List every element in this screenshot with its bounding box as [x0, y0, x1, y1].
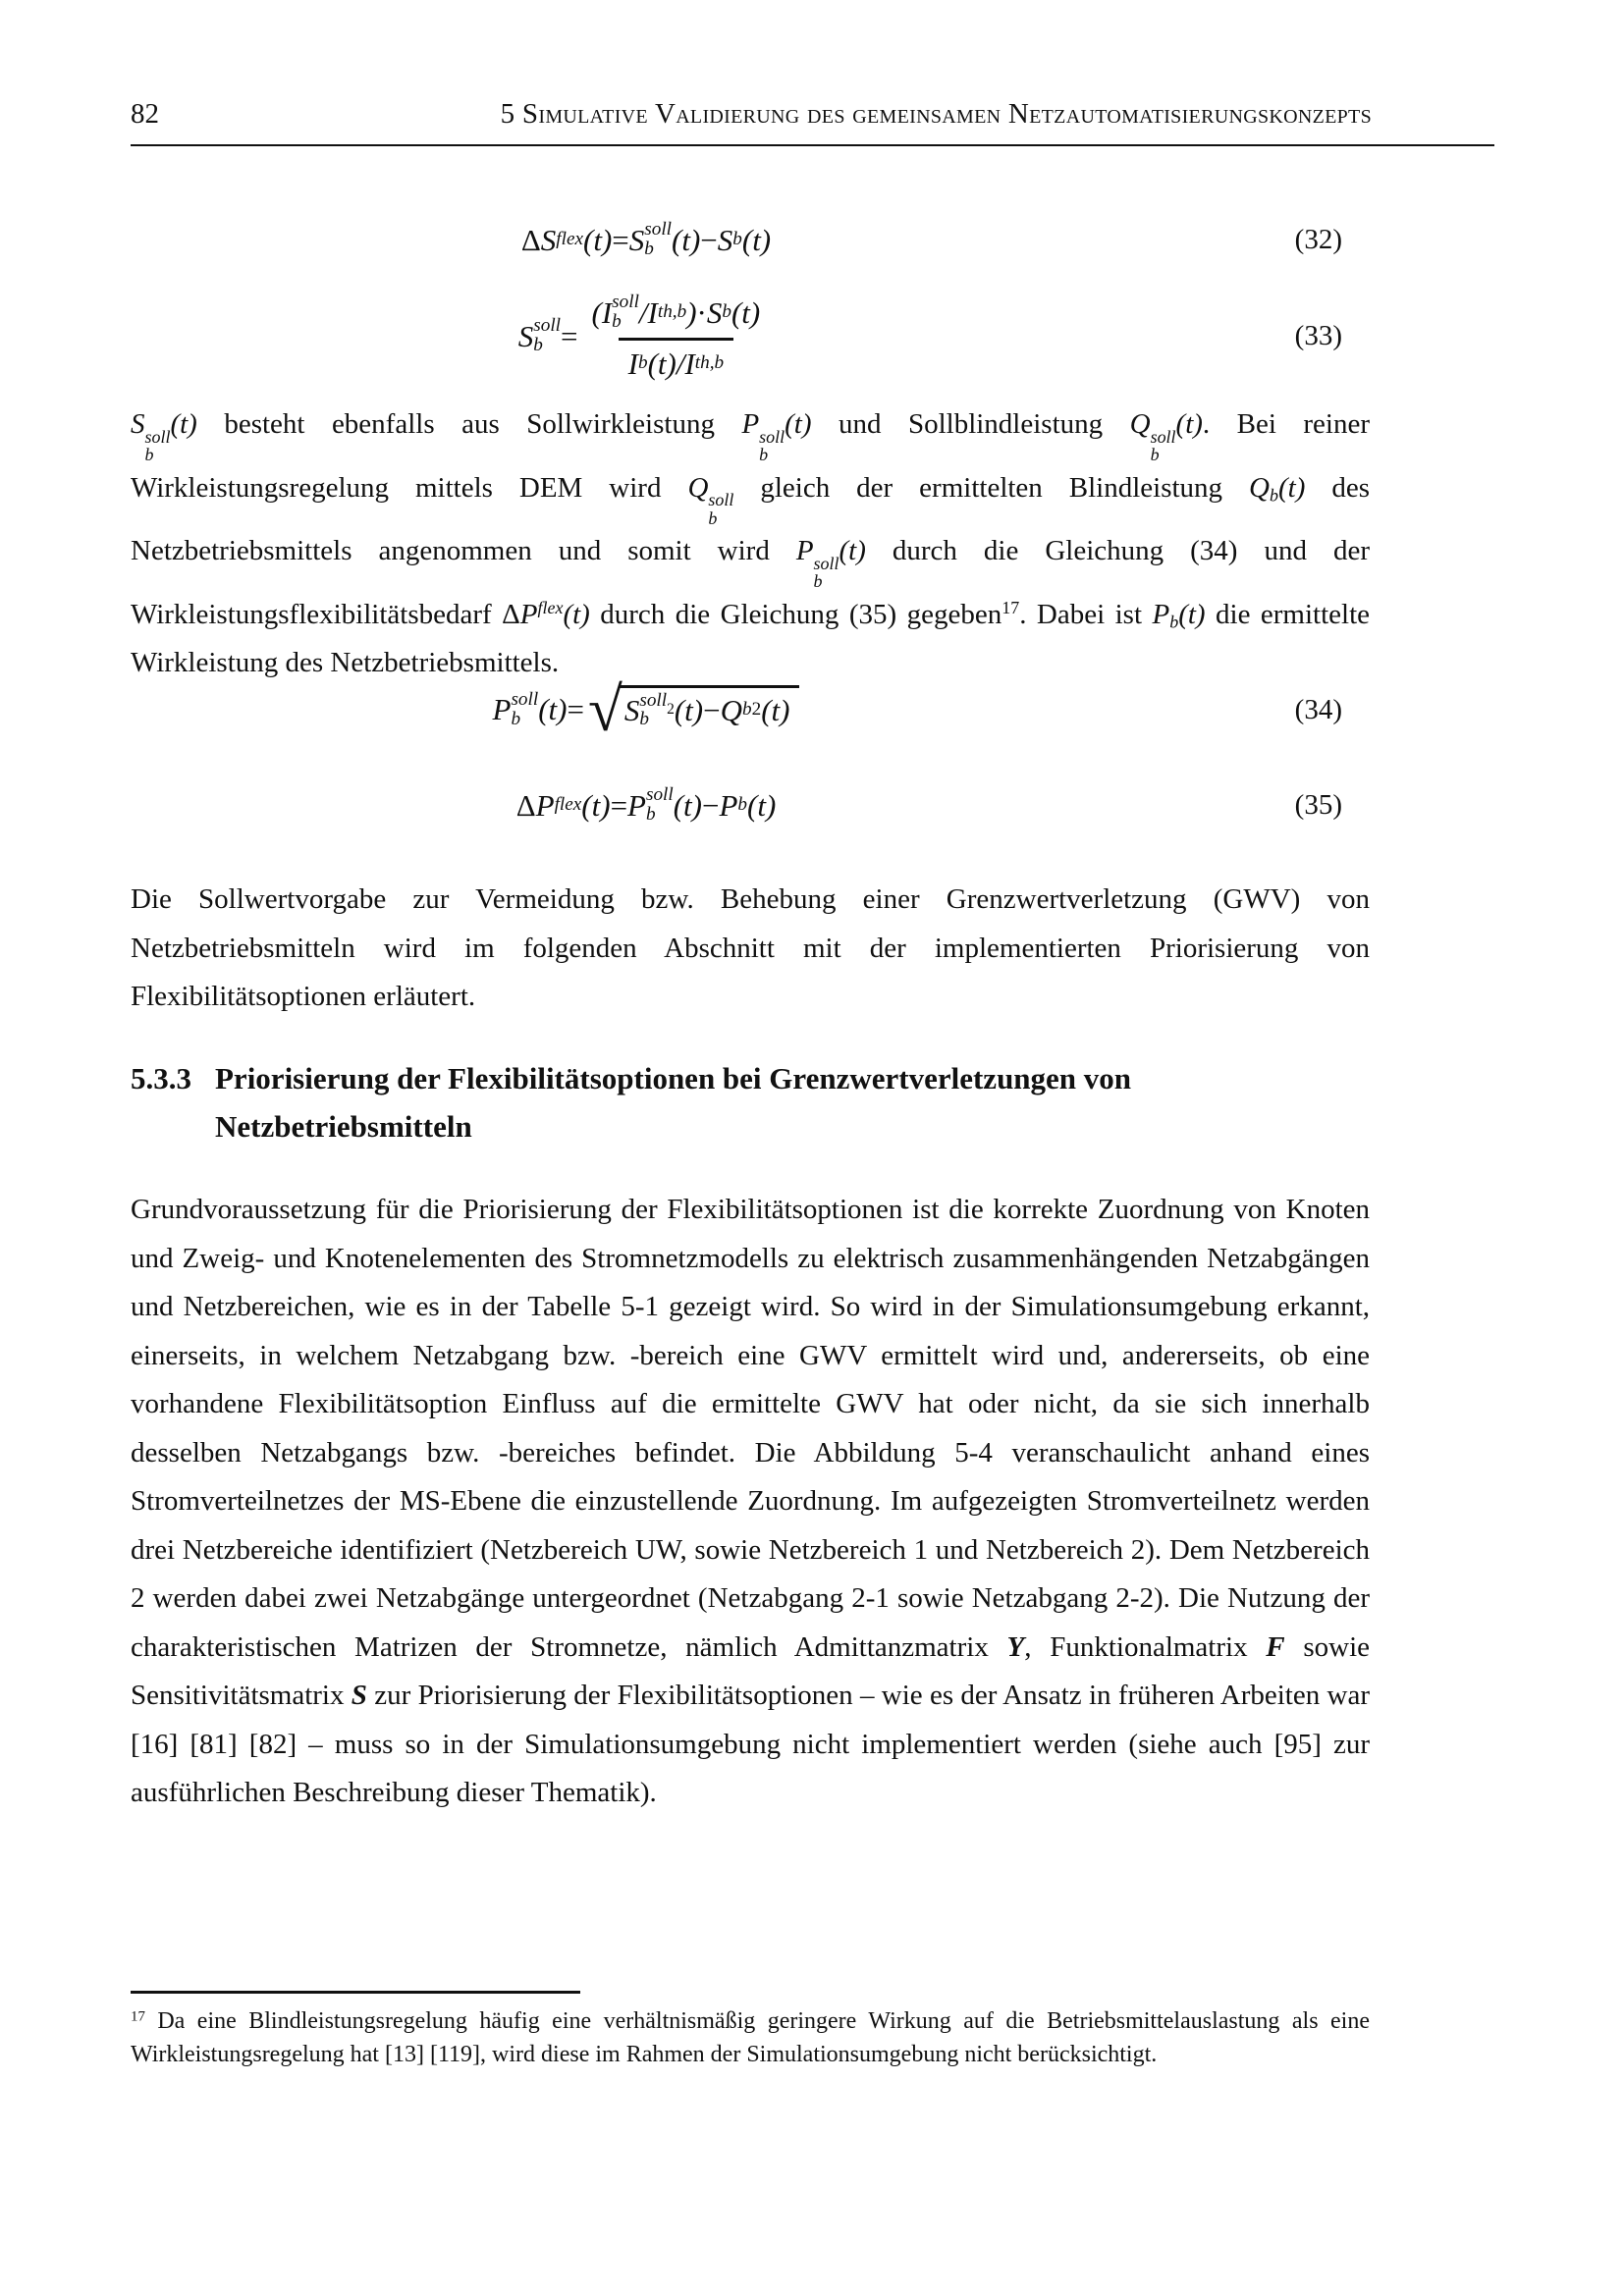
section-title: Priorisierung der Flexibilitätsoptionen bei Grenzwertverletzungen von Netzbetriebsmitteln — [215, 1061, 1132, 1144]
running-header — [131, 98, 1494, 146]
section-number: 5.3.3 — [131, 1061, 191, 1095]
footnote-area — [131, 1991, 1370, 2071]
equation-34 — [131, 660, 1370, 760]
equation-33 — [131, 278, 1370, 394]
equation-35-body: Δ P flex (t) = P soll b (t) − P b (t) — [515, 784, 777, 825]
paragraph-soll-leistungen: S soll b (t) besteht ebenfalls aus Sollwirkleistung P soll b (t) und Sollblindleistung Q soll b (t). Bei reiner Wirkleistungsregelung mittels DEM wird Q soll b gleich der ermittelten Blindleistung $Q_b(t)$ des Netzbetriebsmittels angenommen und somit wird P soll b (t) durch die Gleichung (34) und der Wirkleistungsflexibilitätsbedarf $\Delta P^{flex}(t)$ durch die Gleichung (35) gegeben$^{17}$. Dabei ist $P_b(t)$ die ermittelte Wirkleistung des Netzbetriebsmittels. — [131, 408, 1371, 679]
section-heading-5-3-3 — [131, 1054, 1370, 1150]
equation-34-number: (34) — [1294, 693, 1342, 725]
equation-35-number: (35) — [1294, 788, 1342, 821]
equation-33-number: (33) — [1294, 319, 1342, 351]
page-number: 82 — [131, 98, 159, 130]
paragraph-priorisierung: Grundvoraussetzung für die Priorisierung der Flexibilitätsoptionen ist die korrekte Zuordnung von Knoten und Zweig- und Knotenelementen des Stromnetzmodells zu elektrisch zusammenhängenden Netzabgängen und Netzbereichen, wie es in der Tabelle 5-1 gezeigt wird. So wird in der Simulationsumgebung erkannt, einerseits, in welchem Netzabgang bzw. -bereich eine GWV ermittelt wird und, andererseits, ob eine vorhandene Flexibilitätsoption Einfluss auf die ermittelte GWV hat oder nicht, da sie sich innerhalb desselben Netzabgangs bzw. -bereiches befindet. Die Abbildung 5-4 veranschaulicht anhand eines Stromverteilnetzes der MS-Ebene die einzustellende Zuordnung. Im aufgezeigten Stromverteilnetz werden drei Netzbereiche identifiziert (Netzbereich UW, sowie Netzbereich 1 und Netzbereich 2). Dem Netzbereich 2 werden dabei zwei Netzabgänge untergeordnet (Netzabgang 2-1 sowie Netzabgang 2-2). Die Nutzung der charakteristischen Matrizen der Stromnetze, nämlich Admittanzmatrix Y, Funktionalmatrix F sowie Sensitivitätsmatrix S zur Priorisierung der Flexibilitätsoptionen – wie es der Ansatz in früheren Arbeiten war [16] [81] [82] – muss so in der Simulationsumgebung nicht implementiert werden (siehe auch [95] zur ausführlichen Beschreibung dieser Thematik). — [131, 1194, 1371, 1808]
equation-32-body: Δ S flex (t) = S soll b (t) − S b (t) — [520, 219, 772, 259]
chapter-title: 5 Simulative Validierung des gemeinsamen Netzautomatisierungskonzepts — [500, 98, 1372, 130]
equation-32 — [131, 201, 1370, 278]
equation-33-body: S soll b = ( I soll b / I th,b ) · S b (t) I b (t)/ I th,b — [517, 292, 761, 381]
footnote-17: $^{17}$ Da eine Blindleistungsregelung häufig eine verhältnismäßig geringere Wirkung auf die Betriebsmittelauslastung als eine Wirkleistungsregelung hat [13] [119], wird diese im Rahmen der Simulationsumgebung nicht berücksichtigt. — [131, 2008, 1370, 2067]
paragraph-sollwertvorgabe: Die Sollwertvorgabe zur Vermeidung bzw. Behebung einer Grenzwertverletzung (GWV) von Netzbetriebsmitteln wird im folgenden Abschnitt mit der implementierten Priorisierung von Flexibilitätsoptionen erläutert. — [131, 883, 1370, 1012]
equation-35 — [131, 767, 1370, 843]
equation-32-number: (32) — [1294, 223, 1342, 255]
equation-34-body: P soll b (t) = √ S soll b 2 (t) − Q b 2 (t) — [493, 685, 800, 735]
footnote-separator-rule — [131, 1991, 580, 1994]
